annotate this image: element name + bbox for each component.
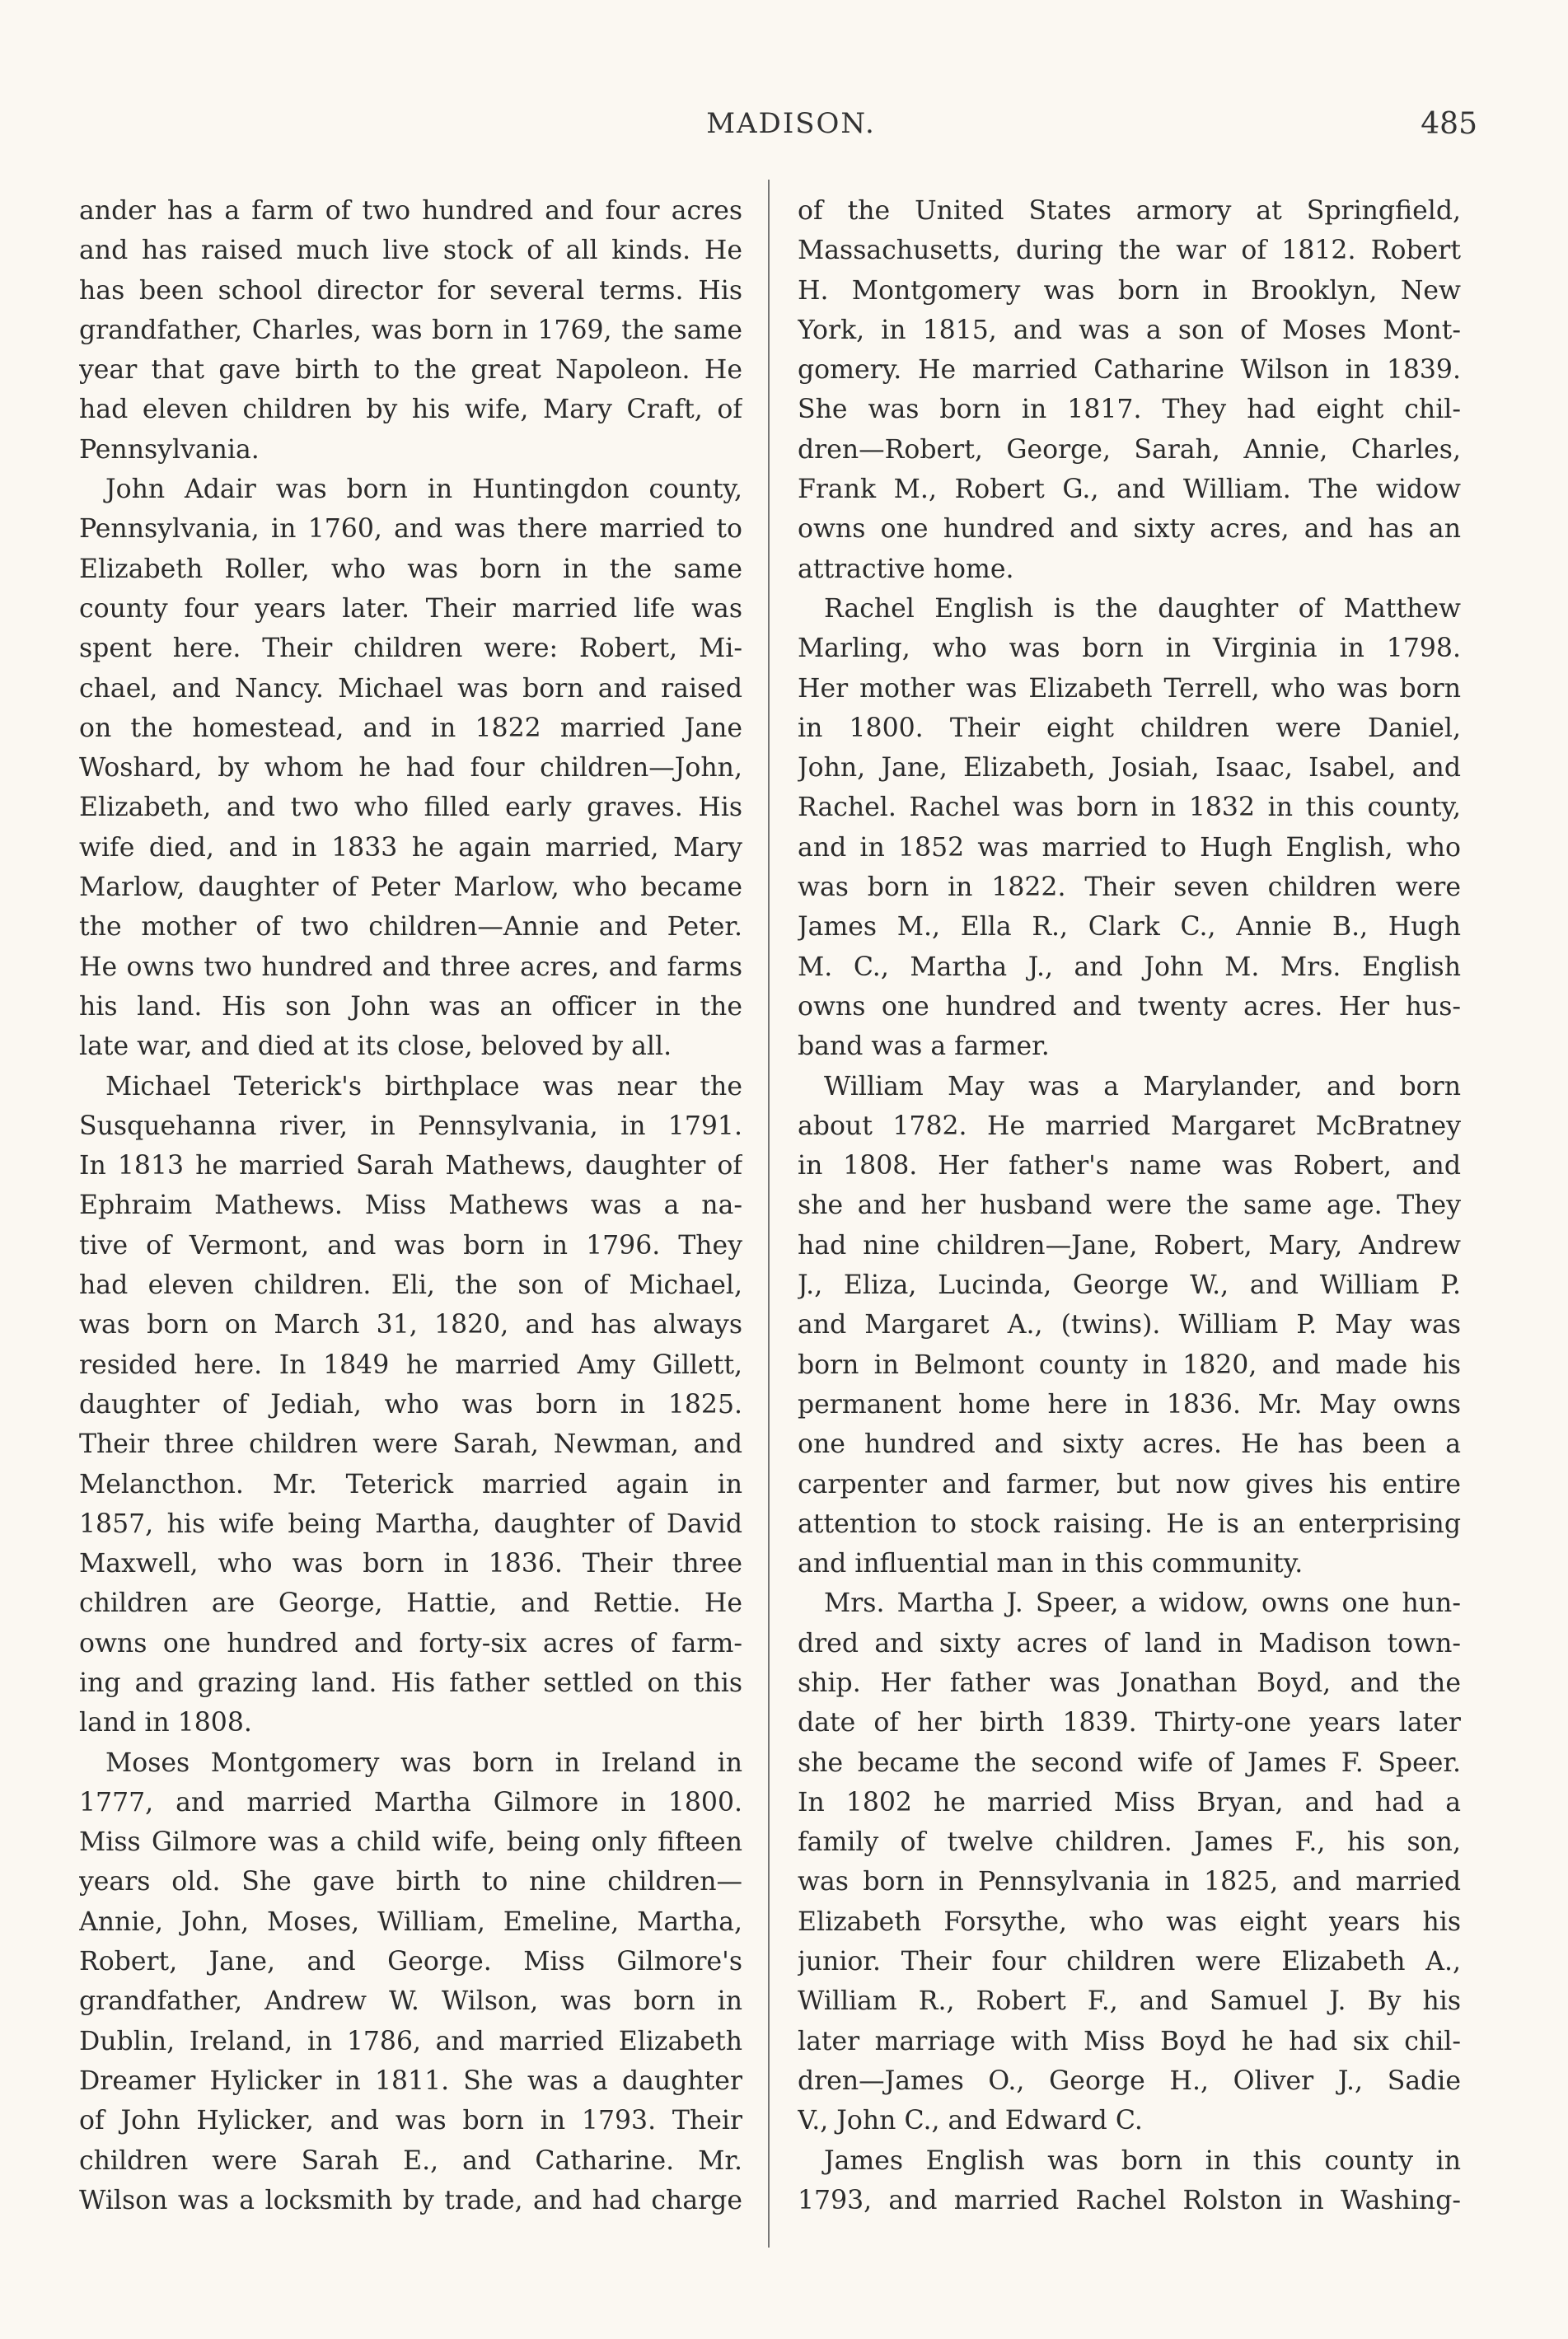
text-line: gomery. He married Catharine Wilson in 1839. <box>798 355 1461 386</box>
left-column <box>79 191 742 2220</box>
text-line: Melancthon. Mr. Teterick married again in <box>79 1469 742 1499</box>
text-line: in 1808. Her father's name was Robert, and <box>798 1151 1461 1181</box>
text-line: Maxwell, who was born in 1836. Their three <box>79 1549 742 1579</box>
text-line: later marriage with Miss Boyd he had six chil- <box>798 2026 1461 2056</box>
text-line: Marling, who was born in Virginia in 1798. <box>798 634 1461 664</box>
text-line: J., Eliza, Lucinda, George W., and William P. <box>798 1270 1461 1301</box>
text-line: date of her birth 1839. Thirty-one years later <box>798 1708 1461 1738</box>
text-line: Elizabeth, and two who filled early graves. His <box>79 793 742 823</box>
text-line: She was born in 1817. They had eight chil- <box>798 395 1461 425</box>
text-line: grandfather, Charles, was born in 1769, the same <box>79 315 742 345</box>
text-line: born in Belmont county in 1820, and made his <box>798 1350 1461 1380</box>
text-line: children are George, Hattie, and Rettie. He <box>79 1588 742 1619</box>
text-line: Moses Montgomery was born in Ireland in <box>105 1747 742 1778</box>
text-line: had eleven children by his wife, Mary Craft, of <box>79 395 742 425</box>
text-line: Pennsylvania, in 1760, and was there married to <box>79 514 742 545</box>
text-line: ing and grazing land. His father settled on this <box>79 1668 742 1698</box>
text-line: she and her husband were the same age. They <box>798 1191 1461 1221</box>
text-line: Marlow, daughter of Peter Marlow, who became <box>79 872 742 903</box>
text-line: He owns two hundred and three acres, and farms <box>79 952 742 982</box>
text-line: dred and sixty acres of land in Madison town- <box>798 1628 1461 1658</box>
text-line: Elizabeth Forsythe, who was eight years his <box>798 1906 1461 1937</box>
page-number: 485 <box>1421 107 1477 141</box>
text-line: she became the second wife of James F. Speer. <box>798 1747 1461 1778</box>
text-line: M. C., Martha J., and John M. Mrs. English <box>798 952 1461 982</box>
text-line: and in 1852 was married to Hugh English, who <box>798 832 1461 863</box>
text-line: permanent home here in 1836. Mr. May owns <box>798 1389 1461 1420</box>
text-line: Dublin, Ireland, in 1786, and married Elizabeth <box>79 2026 742 2056</box>
text-line: Wilson was a locksmith by trade, and had charge <box>79 2185 742 2215</box>
text-line: Frank M., Robert G., and William. The widow <box>798 475 1461 505</box>
text-line: In 1802 he married Miss Bryan, and had a <box>798 1787 1461 1817</box>
text-line: resided here. In 1849 he married Amy Gillett, <box>79 1350 742 1380</box>
text-line: 1777, and married Martha Gilmore in 1800. <box>79 1787 742 1817</box>
text-line: tive of Vermont, and was born in 1796. They <box>79 1230 742 1261</box>
text-line: Woshard, by whom he had four children—John, <box>79 753 742 784</box>
text-line: H. Montgomery was born in Brooklyn, New <box>798 275 1461 306</box>
text-line: Robert, Jane, and George. Miss Gilmore's <box>79 1947 742 1977</box>
text-line: Rachel. Rachel was born in 1832 in this county, <box>798 793 1461 823</box>
column-divider <box>768 180 770 2248</box>
text-line: had eleven children. Eli, the son of Michael, <box>79 1270 742 1301</box>
text-line: John, Jane, Elizabeth, Josiah, Isaac, Isabel, and <box>798 753 1461 784</box>
text-line: band was a farmer. <box>798 1031 1050 1062</box>
text-line: was born in 1822. Their seven children were <box>798 872 1461 903</box>
right-column <box>798 191 1461 2220</box>
text-line: had nine children—Jane, Robert, Mary, Andrew <box>798 1230 1461 1261</box>
text-line: his land. His son John was an officer in the <box>79 991 742 1022</box>
text-line: William R., Robert F., and Samuel J. By his <box>798 1986 1461 2017</box>
text-line: in 1800. Their eight children were Daniel, <box>798 713 1461 743</box>
text-line: V., John C., and Edward C. <box>798 2106 1143 2136</box>
text-line: Rachel English is the daughter of Matthew <box>824 593 1461 624</box>
text-line: owns one hundred and sixty acres, and has an <box>798 514 1461 545</box>
text-line: dren—James O., George H., Oliver J., Sadie <box>798 2065 1461 2096</box>
text-line: Elizabeth Roller, who was born in the same <box>79 554 742 584</box>
text-line: owns one hundred and twenty acres. Her hus- <box>798 991 1461 1022</box>
text-line: and influential man in this community. <box>798 1549 1304 1579</box>
text-line: spent here. Their children were: Robert, Mi- <box>79 634 742 664</box>
text-line: dren—Robert, George, Sarah, Annie, Charles, <box>798 434 1461 465</box>
text-line: Pennsylvania. <box>79 434 260 465</box>
text-line: family of twelve children. James F., his son, <box>798 1827 1461 1858</box>
page-title: MADISON. <box>706 107 876 140</box>
text-line: Massachusetts, during the war of 1812. Robert <box>798 236 1461 266</box>
text-line: ander has a farm of two hundred and four acres <box>79 196 742 226</box>
running-head <box>0 105 1568 155</box>
text-line: and has raised much live stock of all kinds. He <box>79 236 742 266</box>
text-line: In 1813 he married Sarah Mathews, daughter of <box>79 1151 742 1181</box>
text-line: York, in 1815, and was a son of Moses Mont- <box>798 315 1461 345</box>
text-line: land in 1808. <box>79 1708 252 1738</box>
text-line: Mrs. Martha J. Speer, a widow, owns one hun- <box>824 1588 1461 1619</box>
text-line: ship. Her father was Jonathan Boyd, and the <box>798 1668 1461 1698</box>
text-line: attention to stock raising. He is an enterprising <box>798 1509 1461 1539</box>
text-line: John Adair was born in Huntingdon county, <box>105 475 742 505</box>
text-line: William May was a Marylander, and born <box>824 1071 1461 1102</box>
text-line: 1857, his wife being Martha, daughter of David <box>79 1509 742 1539</box>
text-line: has been school director for several terms. His <box>79 275 742 306</box>
text-line: 1793, and married Rachel Rolston in Washing- <box>798 2185 1461 2215</box>
text-line: Their three children were Sarah, Newman, and <box>79 1429 742 1460</box>
text-line: Dreamer Hylicker in 1811. She was a daughter <box>79 2065 742 2096</box>
text-line: Miss Gilmore was a child wife, being only fifteen <box>79 1827 742 1858</box>
text-line: one hundred and sixty acres. He has been a <box>798 1429 1461 1460</box>
text-line: chael, and Nancy. Michael was born and raised <box>79 673 742 704</box>
text-line: James English was born in this county in <box>824 2145 1461 2176</box>
text-line: was born in Pennsylvania in 1825, and married <box>798 1867 1461 1897</box>
text-line: on the homestead, and in 1822 married Jane <box>79 713 742 743</box>
text-line: year that gave birth to the great Napoleon. He <box>79 355 742 386</box>
text-line: wife died, and in 1833 he again married, Mary <box>79 832 742 863</box>
text-line: Ephraim Mathews. Miss Mathews was a na- <box>79 1191 742 1221</box>
text-line: daughter of Jediah, who was born in 1825. <box>79 1389 742 1420</box>
text-line: years old. She gave birth to nine children— <box>79 1867 742 1897</box>
text-line: Her mother was Elizabeth Terrell, who was born <box>798 673 1461 704</box>
text-line: late war, and died at its close, beloved by all. <box>79 1031 672 1062</box>
text-line: carpenter and farmer, but now gives his entire <box>798 1469 1461 1499</box>
text-line: grandfather, Andrew W. Wilson, was born in <box>79 1986 742 2017</box>
text-line: James M., Ella R., Clark C., Annie B., Hugh <box>798 912 1461 943</box>
text-line: attractive home. <box>798 554 1014 584</box>
text-line: was born on March 31, 1820, and has always <box>79 1310 742 1340</box>
text-line: of John Hylicker, and was born in 1793. Their <box>79 2106 742 2136</box>
text-line: about 1782. He married Margaret McBratney <box>798 1111 1461 1141</box>
text-line: children were Sarah E., and Catharine. Mr. <box>79 2145 742 2176</box>
text-line: Annie, John, Moses, William, Emeline, Martha, <box>79 1906 742 1937</box>
text-line: and Margaret A., (twins). William P. May was <box>798 1310 1461 1340</box>
text-line: county four years later. Their married life was <box>79 593 742 624</box>
text-line: of the United States armory at Springfield, <box>798 196 1461 226</box>
text-line: Michael Teterick's birthplace was near the <box>105 1071 742 1102</box>
text-line: Susquehanna river, in Pennsylvania, in 1791. <box>79 1111 742 1141</box>
text-line: junior. Their four children were Elizabeth A., <box>798 1947 1461 1977</box>
text-line: owns one hundred and forty-six acres of farm- <box>79 1628 742 1658</box>
text-line: the mother of two children—Annie and Peter. <box>79 912 742 943</box>
